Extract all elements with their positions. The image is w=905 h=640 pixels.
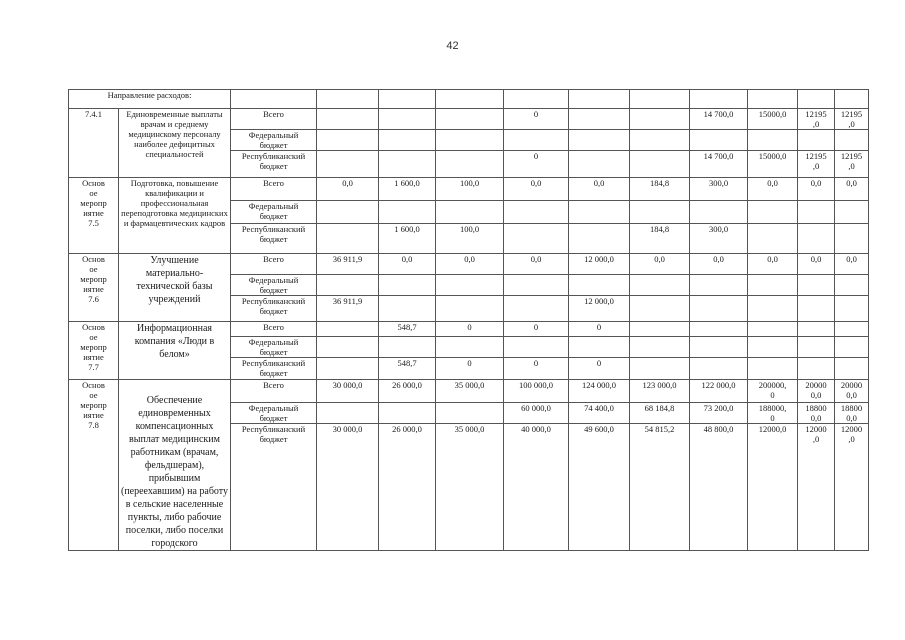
value-cell xyxy=(748,337,798,358)
value-cell xyxy=(748,358,798,380)
value-cell xyxy=(379,201,436,224)
value-cell: 12195 ,0 xyxy=(798,151,835,178)
value-cell xyxy=(504,275,569,296)
value-cell: 0,0 xyxy=(748,254,798,275)
value-cell: 0,0 xyxy=(317,178,379,201)
value-cell: 124 000,0 xyxy=(569,380,630,403)
measure-code: Основ ое меропр иятие 7.8 xyxy=(69,380,119,551)
value-cell: 15000,0 xyxy=(748,151,798,178)
budget-source: Республиканский бюджет xyxy=(231,224,317,254)
value-cell xyxy=(504,201,569,224)
budget-source: Федеральный бюджет xyxy=(231,402,317,424)
value-cell: 35 000,0 xyxy=(436,424,504,551)
value-cell xyxy=(630,296,690,322)
table-row xyxy=(69,322,869,337)
value-cell: 300,0 xyxy=(690,224,748,254)
header-empty-cell xyxy=(436,90,504,109)
value-cell xyxy=(569,337,630,358)
value-cell: 26 000,0 xyxy=(379,424,436,551)
value-cell xyxy=(630,130,690,151)
value-cell xyxy=(835,322,869,337)
measure-code: 7.4.1 xyxy=(69,109,119,178)
value-cell xyxy=(748,322,798,337)
value-cell: 60 000,0 xyxy=(504,402,569,424)
value-cell xyxy=(835,130,869,151)
header-empty-cell xyxy=(748,90,798,109)
budget-source: Федеральный бюджет xyxy=(231,201,317,224)
value-cell: 49 600,0 xyxy=(569,424,630,551)
value-cell xyxy=(798,275,835,296)
value-cell xyxy=(317,275,379,296)
value-cell xyxy=(317,402,379,424)
value-cell: 68 184,8 xyxy=(630,402,690,424)
value-cell xyxy=(630,151,690,178)
value-cell xyxy=(569,109,630,130)
table-row xyxy=(69,109,869,130)
budget-source: Федеральный бюджет xyxy=(231,275,317,296)
value-cell: 12195 ,0 xyxy=(835,109,869,130)
value-cell xyxy=(317,109,379,130)
value-cell: 48 800,0 xyxy=(690,424,748,551)
value-cell: 12195 ,0 xyxy=(798,109,835,130)
value-cell: 123 000,0 xyxy=(630,380,690,403)
value-cell xyxy=(317,151,379,178)
header-empty-cell xyxy=(317,90,379,109)
value-cell xyxy=(436,337,504,358)
value-cell xyxy=(436,296,504,322)
value-cell: 0 xyxy=(504,109,569,130)
value-cell xyxy=(690,296,748,322)
value-cell: 0,0 xyxy=(630,254,690,275)
value-cell xyxy=(569,275,630,296)
value-cell: 0 xyxy=(504,358,569,380)
value-cell: 36 911,9 xyxy=(317,296,379,322)
value-cell: 20000 0,0 xyxy=(798,380,835,403)
value-cell: 300,0 xyxy=(690,178,748,201)
measure-code: Основ ое меропр иятие 7.7 xyxy=(69,322,119,380)
value-cell xyxy=(690,201,748,224)
value-cell xyxy=(835,358,869,380)
budget-source: Республиканский бюджет xyxy=(231,151,317,178)
value-cell xyxy=(630,109,690,130)
value-cell: 0,0 xyxy=(379,254,436,275)
value-cell: 12000 ,0 xyxy=(798,424,835,551)
measure-code: Основ ое меропр иятие 7.5 xyxy=(69,178,119,254)
value-cell: 12 000,0 xyxy=(569,296,630,322)
budget-source: Федеральный бюджет xyxy=(231,337,317,358)
value-cell: 12 000,0 xyxy=(569,254,630,275)
value-cell: 18800 0,0 xyxy=(798,402,835,424)
value-cell: 200000, 0 xyxy=(748,380,798,403)
value-cell xyxy=(436,275,504,296)
value-cell xyxy=(798,296,835,322)
value-cell: 0 xyxy=(504,151,569,178)
value-cell: 14 700,0 xyxy=(690,109,748,130)
value-cell xyxy=(379,296,436,322)
value-cell xyxy=(630,275,690,296)
value-cell: 18800 0,0 xyxy=(835,402,869,424)
value-cell xyxy=(798,337,835,358)
value-cell: 0,0 xyxy=(690,254,748,275)
value-cell xyxy=(748,224,798,254)
value-cell: 35 000,0 xyxy=(436,380,504,403)
value-cell: 0,0 xyxy=(798,254,835,275)
value-cell xyxy=(379,130,436,151)
value-cell: 100 000,0 xyxy=(504,380,569,403)
value-cell xyxy=(630,358,690,380)
header-empty-cell xyxy=(379,90,436,109)
value-cell: 0 xyxy=(436,358,504,380)
value-cell: 36 911,9 xyxy=(317,254,379,275)
value-cell xyxy=(690,322,748,337)
value-cell: 188000, 0 xyxy=(748,402,798,424)
value-cell: 40 000,0 xyxy=(504,424,569,551)
budget-source: Всего xyxy=(231,109,317,130)
value-cell: 0,0 xyxy=(798,178,835,201)
value-cell xyxy=(690,358,748,380)
value-cell xyxy=(835,337,869,358)
value-cell: 0,0 xyxy=(504,254,569,275)
value-cell: 100,0 xyxy=(436,178,504,201)
value-cell: 1 600,0 xyxy=(379,224,436,254)
value-cell xyxy=(835,224,869,254)
value-cell: 548,7 xyxy=(379,322,436,337)
value-cell: 0,0 xyxy=(835,254,869,275)
value-cell xyxy=(436,402,504,424)
value-cell: 122 000,0 xyxy=(690,380,748,403)
header-row xyxy=(69,90,869,109)
budget-source: Всего xyxy=(231,254,317,275)
budget-source: Федеральный бюджет xyxy=(231,130,317,151)
measure-description: Улучшение материально-технической базы учреждений xyxy=(119,254,231,322)
value-cell xyxy=(569,201,630,224)
header-empty-cell xyxy=(569,90,630,109)
value-cell: 12195 ,0 xyxy=(835,151,869,178)
value-cell xyxy=(317,337,379,358)
value-cell xyxy=(748,296,798,322)
value-cell xyxy=(569,130,630,151)
table-row xyxy=(69,254,869,275)
value-cell: 1 600,0 xyxy=(379,178,436,201)
value-cell xyxy=(835,275,869,296)
value-cell: 100,0 xyxy=(436,224,504,254)
table-row xyxy=(69,178,869,201)
value-cell: 12000,0 xyxy=(748,424,798,551)
value-cell xyxy=(436,109,504,130)
value-cell xyxy=(748,275,798,296)
value-cell xyxy=(798,358,835,380)
value-cell: 0 xyxy=(504,322,569,337)
value-cell: 184,8 xyxy=(630,178,690,201)
value-cell xyxy=(630,201,690,224)
value-cell xyxy=(379,151,436,178)
budget-source: Республиканский бюджет xyxy=(231,358,317,380)
value-cell: 30 000,0 xyxy=(317,424,379,551)
value-cell xyxy=(504,224,569,254)
value-cell xyxy=(436,130,504,151)
value-cell xyxy=(690,275,748,296)
value-cell: 0,0 xyxy=(835,178,869,201)
value-cell: 0,0 xyxy=(436,254,504,275)
value-cell: 0 xyxy=(569,358,630,380)
value-cell xyxy=(504,337,569,358)
value-cell xyxy=(379,337,436,358)
value-cell xyxy=(569,151,630,178)
value-cell: 0 xyxy=(436,322,504,337)
measure-code: Основ ое меропр иятие 7.6 xyxy=(69,254,119,322)
measure-description: Единовременные выплаты врачам и среднему медицинскому персоналу наиболее дефицитных специальностей xyxy=(119,109,231,178)
value-cell xyxy=(835,201,869,224)
header-empty-cell xyxy=(630,90,690,109)
value-cell xyxy=(436,201,504,224)
value-cell xyxy=(569,224,630,254)
budget-table xyxy=(68,89,869,551)
value-cell xyxy=(748,201,798,224)
header-label: Направление расходов: xyxy=(69,90,231,109)
value-cell: 20000 0,0 xyxy=(835,380,869,403)
value-cell: 30 000,0 xyxy=(317,380,379,403)
value-cell xyxy=(798,201,835,224)
value-cell xyxy=(835,296,869,322)
page-number: 42 xyxy=(446,40,459,52)
value-cell: 184,8 xyxy=(630,224,690,254)
value-cell: 15000,0 xyxy=(748,109,798,130)
value-cell xyxy=(436,151,504,178)
value-cell: 12000 ,0 xyxy=(835,424,869,551)
value-cell: 0,0 xyxy=(569,178,630,201)
value-cell xyxy=(630,337,690,358)
value-cell xyxy=(798,224,835,254)
value-cell xyxy=(379,402,436,424)
value-cell xyxy=(317,322,379,337)
value-cell xyxy=(317,201,379,224)
value-cell: 74 400,0 xyxy=(569,402,630,424)
header-empty-cell xyxy=(835,90,869,109)
header-empty-cell xyxy=(690,90,748,109)
value-cell xyxy=(504,130,569,151)
budget-source: Республиканский бюджет xyxy=(231,424,317,551)
value-cell xyxy=(317,224,379,254)
budget-source: Всего xyxy=(231,178,317,201)
value-cell xyxy=(379,275,436,296)
header-empty-cell xyxy=(798,90,835,109)
value-cell: 0 xyxy=(569,322,630,337)
value-cell: 0,0 xyxy=(504,178,569,201)
value-cell xyxy=(379,109,436,130)
value-cell xyxy=(748,130,798,151)
measure-description: Информационная компания «Люди в белом» xyxy=(119,322,231,380)
value-cell: 548,7 xyxy=(379,358,436,380)
budget-source: Республиканский бюджет xyxy=(231,296,317,322)
value-cell xyxy=(798,322,835,337)
value-cell: 14 700,0 xyxy=(690,151,748,178)
budget-source: Всего xyxy=(231,322,317,337)
value-cell: 54 815,2 xyxy=(630,424,690,551)
value-cell xyxy=(317,358,379,380)
header-empty-cell xyxy=(231,90,317,109)
value-cell xyxy=(690,130,748,151)
value-cell xyxy=(798,130,835,151)
table-row xyxy=(69,380,869,403)
value-cell: 73 200,0 xyxy=(690,402,748,424)
value-cell xyxy=(504,296,569,322)
measure-description: Подготовка, повышение квалификации и профессиональная переподготовка медицинских и фармацевтических кадров xyxy=(119,178,231,254)
value-cell: 26 000,0 xyxy=(379,380,436,403)
value-cell: 0,0 xyxy=(748,178,798,201)
budget-source: Всего xyxy=(231,380,317,403)
measure-description: Обеспечение единовременных компенсационных выплат медицинским работникам (врачам, фельдшерам), прибывшим (переехавшим) на работу в сельские населенные пункты, либо рабочие поселки, либо поселки городского xyxy=(119,380,231,551)
value-cell xyxy=(630,322,690,337)
value-cell xyxy=(317,130,379,151)
value-cell xyxy=(690,337,748,358)
header-empty-cell xyxy=(504,90,569,109)
